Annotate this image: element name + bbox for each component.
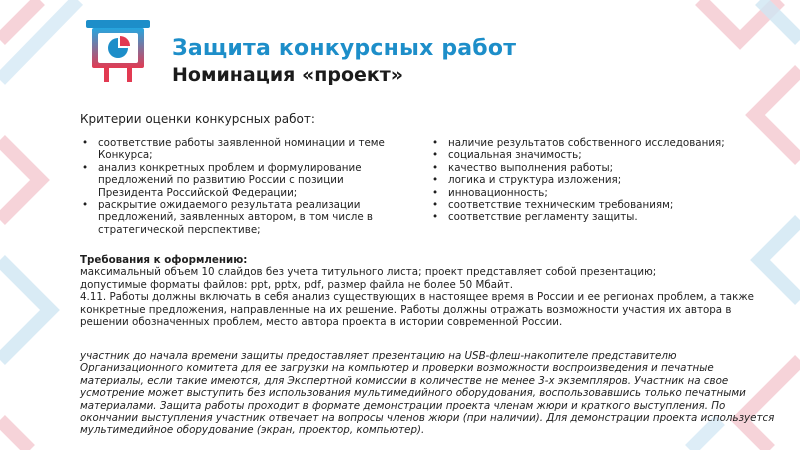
criteria-item: • социальная значимость; xyxy=(430,149,760,161)
criteria-heading: Критерии оценки конкурсных работ: xyxy=(80,112,315,126)
requirements-line: максимальный объем 10 слайдов без учета титульного листа; проект представляет собой презентацию; xyxy=(80,266,657,279)
requirements-heading: Требования к оформлению: xyxy=(80,254,248,266)
page-subtitle: Номинация «проект» xyxy=(172,64,404,86)
requirements-line: допустимые форматы файлов: ppt, pptx, pdf, размер файла не более 50 Мбайт. xyxy=(80,278,513,291)
defense-procedure-note: участник до начала времени защиты предоставляет презентацию на USB-флеш-накопителе представителю Организационного комитета для ее загрузки на компьютер и проверки возможности воспроизведения и печатные материалы, если такие имеются, для Экспертной комиссии в количестве не менее 3-х экземпляров. Участник на свое усмотрение может выступить без использования мультимедийного оборудования, воспользовавшись только печатными материалами. Защита работы проходит в формате демонстрации проекта членам жюри и краткого выступления. По окончании выступления участник отвечает на вопросы членов жюри (при наличии). Для демонстрации проекта используется мультимедийное оборудование (экран, проектор, компьютер). xyxy=(80,350,775,437)
criteria-item: • раскрытие ожидаемого результата реализации предложений, заявленных автором, в том числе в стратегической перспективе; xyxy=(80,199,410,236)
criteria-item: • инновационность; xyxy=(430,187,760,199)
criteria-list-right xyxy=(430,137,760,224)
criteria-item: • соответствие регламенту защиты. xyxy=(430,211,760,223)
criteria-item: • наличие результатов собственного исследования; xyxy=(430,137,760,149)
page-title: Защита конкурсных работ xyxy=(172,36,517,61)
presentation-board-pie-chart-icon xyxy=(86,14,150,84)
criteria-item: • анализ конкретных проблем и формулирование предложений по развитию России с позиции Президента Российской Федерации; xyxy=(80,162,410,199)
requirements-line: 4.11. Работы должны включать в себя анализ существующих в настоящее время в России и ее регионах проблем, а также конкретные предложения, направленные на их решение. Работы должны отражать возможности участия их автора в решении обозначенных проблем, место автора проекта в истории современной России. xyxy=(80,291,754,329)
criteria-item: • логика и структура изложения; xyxy=(430,174,760,186)
criteria-item: • качество выполнения работы; xyxy=(430,162,760,174)
criteria-item: • соответствие техническим требованиям; xyxy=(430,199,760,211)
requirements-section xyxy=(80,254,780,328)
criteria-item: • соответствие работы заявленной номинации и теме Конкурса; xyxy=(80,137,410,162)
criteria-list-left xyxy=(80,137,410,236)
